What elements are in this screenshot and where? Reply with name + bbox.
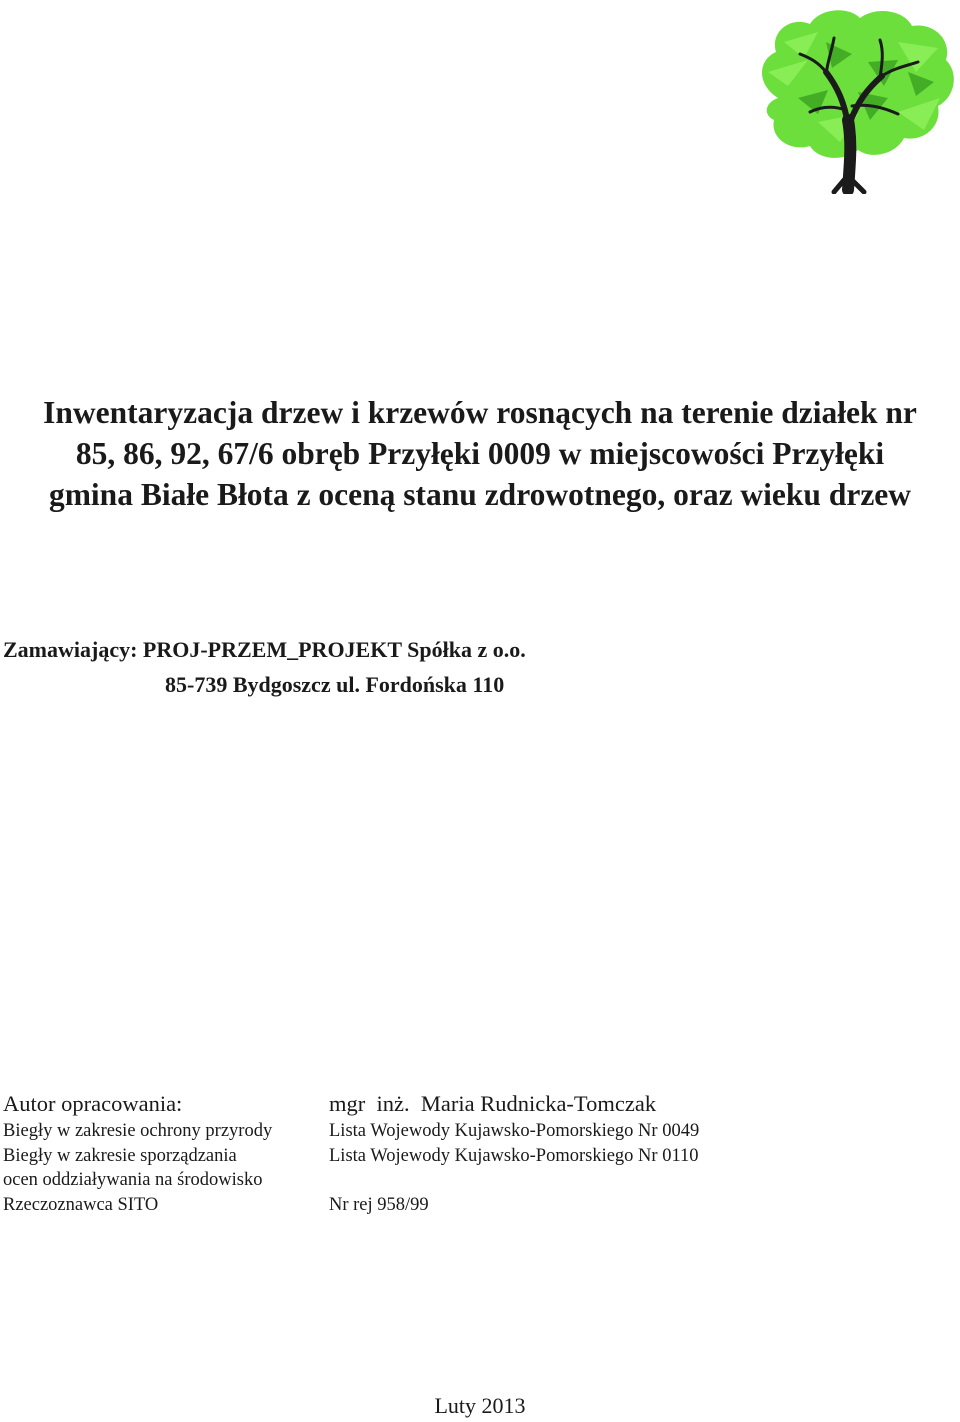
credential-row — [3, 1119, 903, 1144]
author-row — [3, 1090, 903, 1118]
author-block — [3, 1090, 903, 1217]
client-line: Zamawiający: PROJ-PRZEM_PROJEKT Spółka z o.o. — [3, 637, 526, 662]
footer — [0, 1392, 960, 1420]
tree-icon — [748, 2, 960, 194]
tree-logo — [748, 2, 960, 194]
credential-value: Lista Wojewody Kujawsko-Pomorskiego Nr 0049 — [329, 1121, 700, 1141]
title-line-2: 85, 86, 92, 67/6 obręb Przyłęki 0009 w miejscowości Przyłęki — [75, 436, 885, 471]
credential-row — [3, 1144, 903, 1169]
client-block — [3, 632, 526, 702]
tree-canopy — [762, 10, 954, 158]
credential-label: Rzeczoznawca SITO — [3, 1194, 159, 1215]
credential-value: Lista Wojewody Kujawsko-Pomorskiego Nr 0110 — [329, 1145, 699, 1166]
author-label: Autor opracowania: — [3, 1091, 183, 1116]
document-date: Luty 2013 — [434, 1393, 526, 1418]
author-name: mgr inż. Maria Rudnicka-Tomczak — [329, 1091, 657, 1116]
credential-label: Biegły w zakresie sporządzania — [3, 1145, 237, 1166]
document-title — [0, 392, 960, 515]
credential-row — [3, 1168, 903, 1193]
credential-row — [3, 1193, 903, 1218]
credential-value: Nr rej 958/99 — [329, 1194, 429, 1215]
title-line-3: gmina Białe Błota z oceną stanu zdrowotnego, oraz wieku drzew — [48, 477, 912, 512]
credential-label: ocen oddziaływania na środowisko — [3, 1170, 263, 1190]
credential-label: Biegły w zakresie ochrony przyrody — [3, 1121, 273, 1141]
title-line-1: Inwentaryzacja drzew i krzewów rosnących na terenie działek nr — [43, 395, 917, 430]
client-address: 85-739 Bydgoszcz ul. Fordońska 110 — [165, 672, 505, 697]
